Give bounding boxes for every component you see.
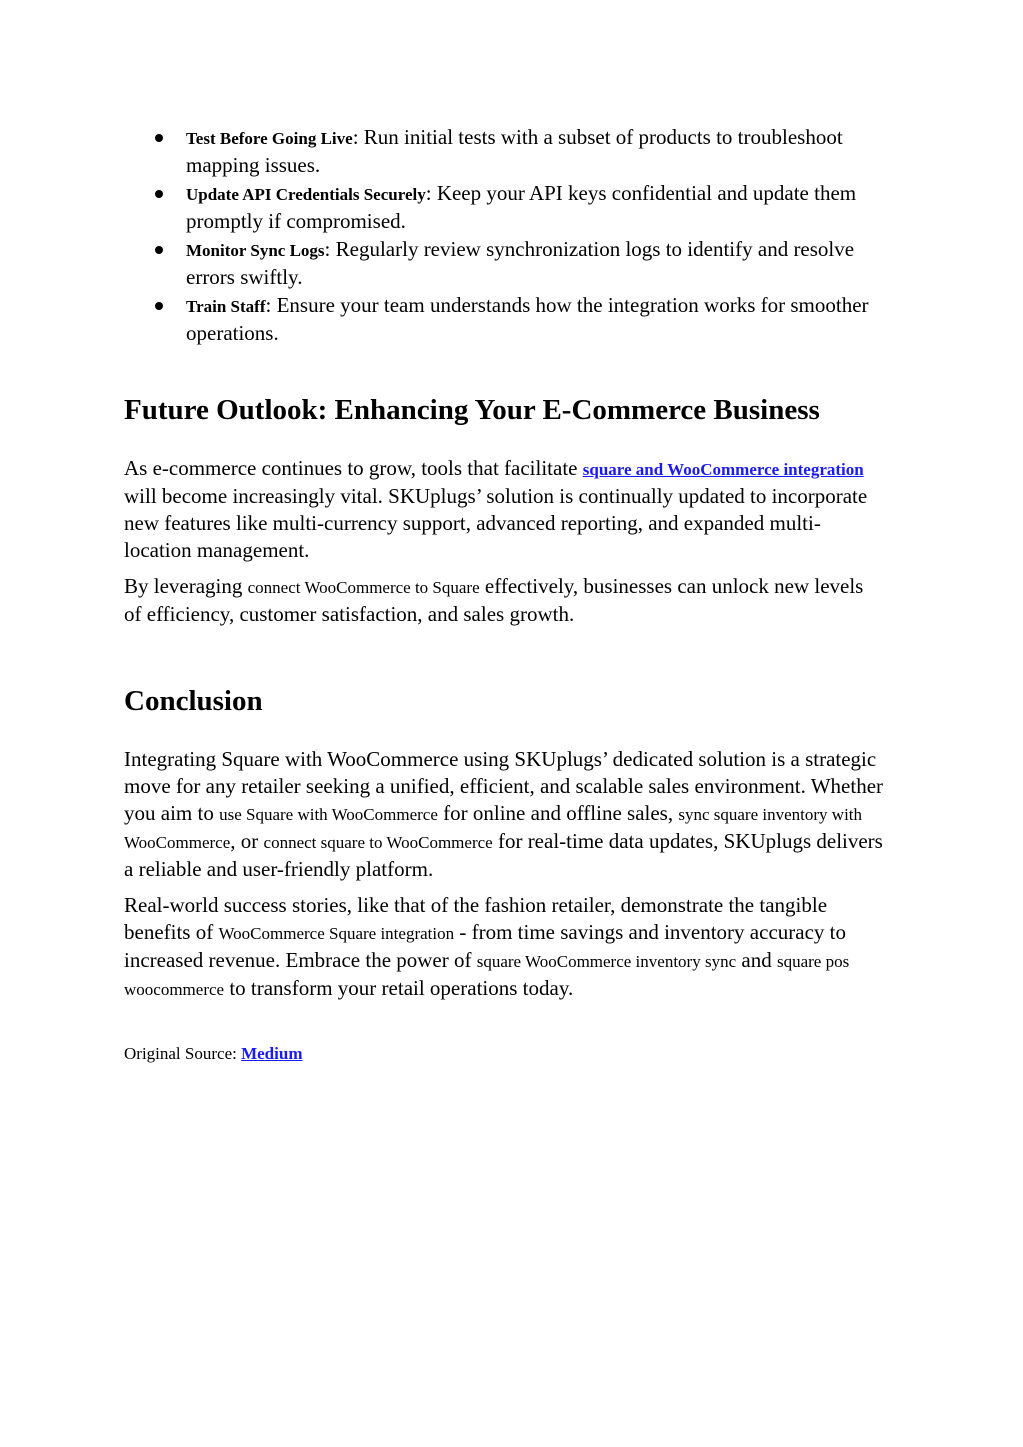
keyword: use Square with WooCommerce	[219, 805, 438, 824]
text-run: Real-world success stories, like that of the fashion retailer, demonstrate the tangible benefits of	[124, 893, 828, 944]
tip-text: : Regularly review synchronization logs to identify and resolve errors swiftly.	[186, 237, 855, 289]
text-run: will become increasingly vital. SKUplugs’ solution is continually updated to incorporate new features like multi-currency support, advanced reporting, and expanded multi-location management.	[124, 484, 868, 562]
tip-title: Test Before Going Live	[186, 129, 353, 148]
keyword: sync square inventory with WooCommerce	[124, 805, 863, 852]
text-run: Integrating Square with WooCommerce using SKUplugs’ dedicated solution is a strategic move for any retailer seeking a unified, efficient, and scalable sales environment. Whether you aim to	[124, 747, 884, 825]
bullet-icon	[155, 190, 163, 198]
square-woocommerce-integration-link[interactable]: square and WooCommerce integration	[582, 460, 864, 479]
bullet-icon	[155, 246, 163, 254]
future-paragraph-2	[124, 573, 884, 628]
tip-title: Update API Credentials Securely	[186, 185, 426, 204]
conclusion-paragraph-2	[124, 892, 884, 1003]
medium-link[interactable]: Medium	[241, 1044, 303, 1063]
list-item	[124, 292, 884, 347]
text-run: to transform your retail operations today.	[224, 976, 574, 1000]
bullet-icon	[155, 302, 163, 310]
list-item	[124, 180, 884, 235]
bullet-icon	[155, 134, 163, 142]
list-item	[124, 124, 884, 179]
tip-title: Train Staff	[186, 297, 266, 316]
source-label: Original Source:	[124, 1044, 242, 1063]
text-run: - from time savings and inventory accuracy to increased revenue. Embrace the power of	[124, 920, 846, 972]
tip-text: : Keep your API keys confidential and update them promptly if compromised.	[186, 181, 857, 233]
conclusion-heading: Conclusion	[124, 685, 263, 717]
text-run: for online and offline sales,	[437, 801, 679, 825]
keyword: connect square to WooCommerce	[263, 833, 493, 852]
tip-text: : Ensure your team understands how the integration works for smoother operations.	[186, 293, 869, 345]
text-run: for real-time data updates, SKUplugs delivers a reliable and user-friendly platform.	[124, 829, 883, 881]
keyword: square pos woocommerce	[124, 952, 850, 999]
text-run: and	[736, 948, 777, 972]
keyword: square WooCommerce inventory sync	[476, 952, 737, 971]
text-run: As e-commerce continues to grow, tools that facilitate	[124, 456, 583, 480]
future-outlook-heading: Future Outlook: Enhancing Your E-Commerce Business	[124, 394, 820, 426]
tip-title: Monitor Sync Logs	[186, 241, 325, 260]
keyword: connect WooCommerce to Square	[247, 578, 480, 597]
text-run: , or	[230, 829, 264, 853]
list-item	[124, 236, 884, 291]
original-source	[124, 1042, 884, 1066]
tip-text: : Run initial tests with a subset of products to troubleshoot mapping issues.	[186, 125, 843, 177]
text-run: By leveraging	[124, 574, 248, 598]
future-paragraph-1	[124, 455, 884, 564]
keyword: WooCommerce Square integration	[218, 924, 455, 943]
text-run: effectively, businesses can unlock new levels of efficiency, customer satisfaction, and sales growth.	[124, 574, 864, 626]
conclusion-paragraph-1	[124, 746, 884, 883]
tips-list	[124, 124, 884, 347]
document-content	[124, 124, 884, 1066]
